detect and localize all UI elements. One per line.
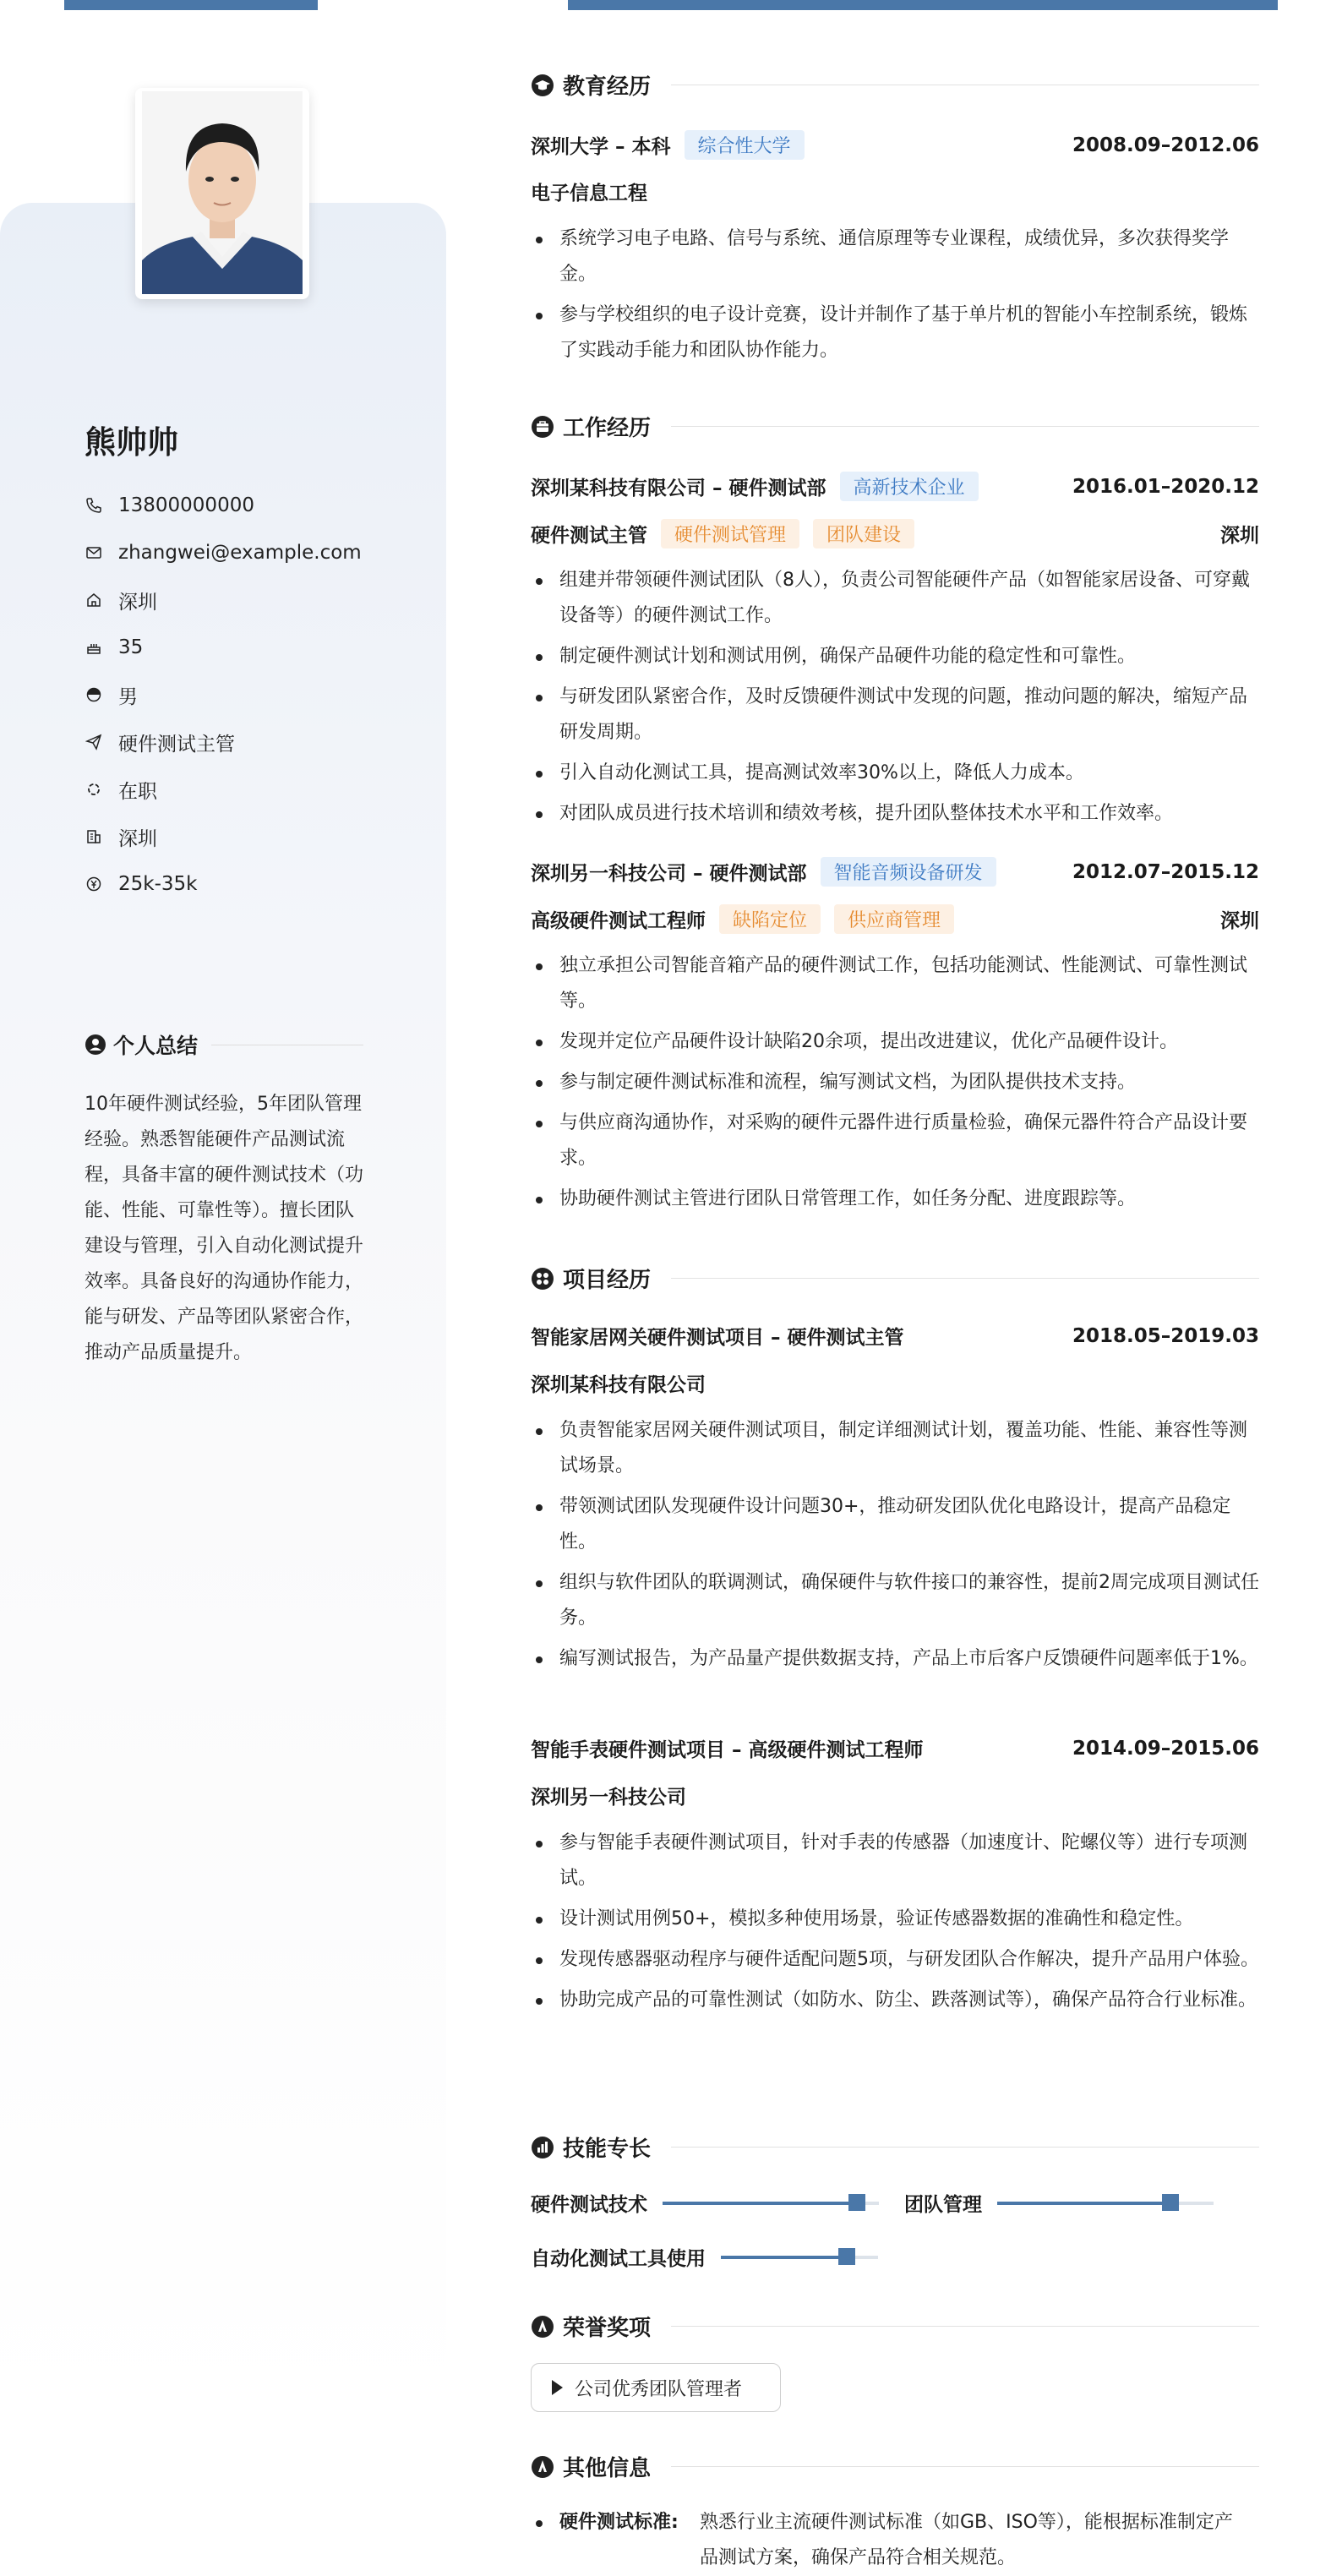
salary-text: 25k-35k — [118, 873, 198, 895]
list-item: 协助硬件测试主管进行团队日常管理工作，如任务分配、进度跟踪等。 — [531, 1182, 1259, 1217]
list-item: 与供应商沟通协作，对采购的硬件元器件进行质量检验，确保元器件符合产品设计要求。 — [531, 1105, 1259, 1176]
skills-section-title: 技能专长 — [531, 2131, 1259, 2163]
honors-section-title: 荣誉奖项 — [531, 2311, 1259, 2342]
project-period: 2014.09–2015.06 — [1072, 1737, 1259, 1760]
grid-icon — [531, 1267, 554, 1291]
skill-bar — [721, 2256, 878, 2259]
list-item: 参与智能手表硬件测试项目，针对手表的传感器（加速度计、陀螺仪等）进行专项测试。 — [531, 1826, 1259, 1897]
job-city: 深圳 — [1220, 910, 1259, 932]
status-text: 在职 — [118, 780, 157, 803]
skill-name: 团队管理 — [904, 2194, 982, 2216]
honor-label: 公司优秀团队管理者 — [575, 2378, 743, 2400]
job-role: 高级硬件测试工程师 — [531, 910, 706, 932]
education-header-row — [531, 130, 1259, 160]
skill-item — [531, 2243, 878, 2271]
info-phone — [85, 482, 362, 529]
skill-bar-knob — [848, 2194, 865, 2211]
phone-icon — [85, 496, 103, 515]
summary-text: 10年硬件测试经验，5年团队管理经验。熟悉智能硬件产品测试流程，具备丰富的硬件测试技术（功能、性能、可靠性等）。擅长团队建设与管理，引入自动化测试提升效率。具备良好的沟通协作能力，能与研发、产品等团队紧密合作，推动产品质量提升。 — [85, 1094, 364, 1363]
cake-icon — [85, 638, 103, 657]
education-period: 2008.09–2012.06 — [1072, 134, 1259, 156]
avatar — [135, 88, 309, 299]
education-section-title: 教育经历 — [531, 69, 1259, 101]
info-age — [85, 624, 362, 671]
major-row — [531, 177, 1259, 205]
skill-bar-fill — [663, 2202, 857, 2205]
skill-item — [904, 2189, 1214, 2217]
skill-bar-knob — [1162, 2194, 1179, 2211]
skill-bar-knob — [838, 2248, 855, 2265]
home-icon — [85, 591, 103, 609]
info-city — [85, 813, 362, 860]
list-item: 发现并定位产品硬件设计缺陷20余项，提出改进建议，优化产品硬件设计。 — [531, 1024, 1259, 1060]
gender-icon — [85, 685, 103, 704]
contact-info-list — [85, 482, 362, 908]
skill-bar — [663, 2202, 879, 2205]
project-header-row — [531, 1734, 1259, 1762]
list-item: 参与学校组织的电子设计竞赛，设计并制作了基于单片机的智能小车控制系统，锻炼了实践动手能力和团队协作能力。 — [531, 297, 1259, 368]
job-header-row — [531, 472, 1259, 501]
email-text: zhangwei@example.com — [118, 542, 362, 564]
other-label: 硬件测试标准: — [559, 2512, 679, 2533]
job-role: 硬件测试主管 — [531, 525, 647, 547]
list-item: 参与制定硬件测试标准和流程，编写测试文档，为团队提供技术支持。 — [531, 1065, 1259, 1100]
other-section-title: 其他信息 — [531, 2451, 1259, 2482]
award-icon — [531, 2315, 554, 2339]
city-text: 深圳 — [118, 827, 157, 850]
job-period: 2012.07–2015.12 — [1072, 860, 1259, 883]
work-section-title: 工作经历 — [531, 411, 1259, 442]
job-role-row — [531, 519, 1259, 548]
position-text: 硬件测试主管 — [118, 733, 235, 756]
award-icon — [531, 2455, 554, 2479]
skill-name: 硬件测试技术 — [531, 2194, 647, 2216]
briefcase-icon — [531, 415, 554, 439]
job-city: 深圳 — [1220, 525, 1259, 547]
project-period: 2018.05–2019.03 — [1072, 1324, 1259, 1347]
project-header-row — [531, 1322, 1259, 1350]
company-tag: 智能音频设备研发 — [821, 857, 996, 887]
skill-bar-fill — [997, 2202, 1170, 2205]
gender-text: 男 — [118, 685, 138, 708]
candidate-name: 熊帅帅 — [85, 424, 178, 461]
yuan-icon — [85, 875, 103, 893]
list-item: 发现传感器驱动程序与硬件适配问题5项，与研发团队合作解决，提升产品用户体验。 — [531, 1942, 1259, 1978]
skill-item — [531, 2189, 879, 2217]
list-item: 组建并带领硬件测试团队（8人），负责公司智能硬件产品（如智能家居设备、可穿戴设备等）的硬件测试工作。 — [531, 563, 1259, 634]
project-company-row — [531, 1369, 1259, 1397]
skill-bar-fill — [721, 2256, 847, 2259]
info-position — [85, 718, 362, 766]
location-text: 深圳 — [118, 591, 157, 614]
info-salary — [85, 860, 362, 908]
list-item: 负责智能家居网关硬件测试项目，制定详细测试计划，覆盖功能、性能、兼容性等测试场景。 — [531, 1413, 1259, 1484]
skill-bar — [997, 2202, 1214, 2205]
info-gender — [85, 671, 362, 718]
company-name: 深圳另一科技公司 – 硬件测试部 — [531, 863, 807, 885]
summary-section-title — [85, 1029, 363, 1060]
list-item: 设计测试用例50+，模拟多种使用场景，验证传感器数据的准确性和稳定性。 — [531, 1902, 1259, 1937]
graduation-cap-icon — [531, 74, 554, 97]
list-item: 对团队成员进行技术培训和绩效考核，提升团队整体技术水平和工作效率。 — [531, 796, 1259, 832]
chart-icon — [531, 2136, 554, 2159]
play-icon — [552, 2380, 563, 2395]
list-item: 带领测试团队发现硬件设计问题30+，推动研发团队优化电路设计，提高产品稳定性。 — [531, 1489, 1259, 1560]
skill-tag: 硬件测试管理 — [661, 519, 799, 548]
list-item: 独立承担公司智能音箱产品的硬件测试工作，包括功能测试、性能测试、可靠性测试等。 — [531, 948, 1259, 1019]
project-section-title: 项目经历 — [531, 1263, 1259, 1294]
bullet-dot — [536, 2520, 543, 2527]
status-icon — [85, 780, 103, 799]
age-text: 35 — [118, 636, 144, 658]
job-bullets — [531, 948, 1259, 1222]
school-name: 深圳大学 – 本科 — [531, 136, 671, 158]
job-role-row — [531, 904, 1259, 934]
send-icon — [85, 733, 103, 751]
honor-item[interactable] — [531, 2363, 781, 2412]
project-company: 深圳另一科技公司 — [531, 1787, 686, 1809]
list-item: 系统学习电子电路、信号与系统、通信原理等专业课程，成绩优异，多次获得奖学金。 — [531, 221, 1259, 292]
info-status — [85, 766, 362, 813]
list-item: 引入自动化测试工具，提高测试效率30%以上，降低人力成本。 — [531, 756, 1259, 791]
skill-tag: 供应商管理 — [834, 904, 954, 934]
info-email — [85, 529, 362, 576]
top-accent-bar-left — [64, 0, 318, 10]
job-bullets — [531, 563, 1259, 837]
mail-icon — [85, 543, 103, 562]
skill-tag: 团队建设 — [813, 519, 914, 548]
major-name: 电子信息工程 — [531, 183, 647, 205]
building-icon — [85, 827, 103, 846]
phone-text: 13800000000 — [118, 494, 254, 516]
company-tag: 高新技术企业 — [840, 472, 979, 501]
other-text: 熟悉行业主流硬件测试标准（如GB、ISO等），能根据标准制定产品测试方案，确保产品符合相关规范。 — [700, 2512, 1233, 2568]
skill-name: 自动化测试工具使用 — [531, 2248, 706, 2270]
company-name: 深圳某科技有限公司 – 硬件测试部 — [531, 478, 826, 499]
list-item: 制定硬件测试计划和测试用例，确保产品硬件功能的稳定性和可靠性。 — [531, 639, 1259, 674]
project-bullets — [531, 1413, 1259, 1682]
info-location — [85, 576, 362, 624]
top-accent-bar-right — [568, 0, 1278, 10]
list-item: 编写测试报告，为产品量产提供数据支持，产品上市后客户反馈硬件问题率低于1%。 — [531, 1641, 1259, 1677]
project-company: 深圳某科技有限公司 — [531, 1374, 706, 1396]
project-company-row — [531, 1782, 1259, 1809]
summary-title: 个人总结 — [113, 1034, 199, 1058]
education-bullets — [531, 221, 1259, 374]
project-bullets — [531, 1826, 1259, 2023]
project-name: 智能家居网关硬件测试项目 – 硬件测试主管 — [531, 1327, 904, 1349]
list-item: 协助完成产品的可靠性测试（如防水、防尘、跌落测试等），确保产品符合行业标准。 — [531, 1983, 1259, 2018]
project-name: 智能手表硬件测试项目 – 高级硬件测试工程师 — [531, 1739, 924, 1761]
list-item: 组织与软件团队的联调测试，确保硬件与软件接口的兼容性，提前2周完成项目测试任务。 — [531, 1565, 1259, 1636]
job-period: 2016.01–2020.12 — [1072, 475, 1259, 498]
school-tag: 综合性大学 — [685, 130, 805, 160]
user-circle-icon — [85, 1034, 106, 1056]
skill-tag: 缺陷定位 — [719, 904, 821, 934]
job-header-row — [531, 857, 1259, 887]
list-item: 与研发团队紧密合作，及时反馈硬件测试中发现的问题，推动问题的解决，缩短产品研发周期。 — [531, 679, 1259, 750]
